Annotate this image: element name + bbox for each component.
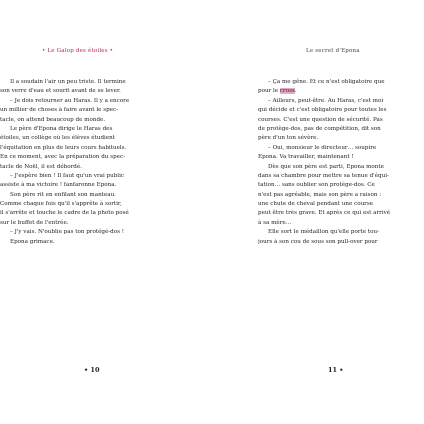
text-line: son verre d'eau et sourit avant de se lever. [0,88,121,95]
text-line: tacle de Noël, il est débordé. [0,163,82,170]
text-line: – Oui, monsieur le directeur… soupire [268,144,377,151]
running-head-right: Le secret d'Epona [306,48,360,54]
text-line: assiste à ma victoire ! fanfaronne Epona. [0,182,117,189]
text-segment: pour le [258,88,280,95]
text-line: – Je dois retourner au Haras. Il y a encore [10,97,130,104]
text-line: – Ailleurs, peut-être. Au Haras, c'est moi [268,97,384,104]
text-line: courses. C'est une question de sécurité. Pas [258,116,383,123]
page-number-left: • 10 [84,366,100,374]
text-line: tacle, on attend beaucoup de monde. [0,116,106,123]
text-line: dans sa chambre pour mettre sa tenue d'équi- [258,172,389,179]
text-line: une chute de cheval pendant une course [258,201,374,208]
text-line: En ce moment, avec la préparation du spec- [0,154,126,161]
text-line [258,87,408,96]
text-line: tation… sans oublier son protège-dos. Ce [258,182,375,189]
right-page [234,0,424,424]
text-line: peut être très grave. Et après ce qui est arrivé [258,210,391,217]
text-line: Epona. Va travailler, maintenant ! [258,154,354,161]
text-line: Le père d'Epona dirige le Haras des [10,125,113,132]
text-line: à sa mère… [258,219,292,226]
text-line: – J'y vais. N'oublie pas ton protégé-dos ! [10,229,125,236]
text-line: n'est pas agréable, mais son père a raison : [258,191,382,198]
left-page [0,0,190,424]
left-body-text [0,78,150,247]
text-line: père d'un ton sévère. [258,135,319,142]
text-segment: . [294,88,297,95]
text-line: un millier de choses à faire avant le spec- [0,107,118,114]
text-line: de protège-dos, pas de compétition, dit son [258,125,381,132]
text-line: Epona grimace. [10,238,55,245]
text-line: Dès que son père est parti, Epona monte [268,163,384,170]
text-line: Elle sort le médaillon qu'elle porte tou- [268,229,379,236]
text-line: Comme chaque fois qu'il s'apprête à sortir, [0,201,122,208]
running-head-left: • Le Galop des étoiles • [42,48,114,54]
highlighted-word[interactable]: cross [279,88,295,95]
right-body-text [258,78,408,247]
text-line: qui décide et c'est obligatoire pour toutes les [258,107,387,114]
text-line: Son père rit en enfilant son manteau. [10,191,116,198]
text-line: – Ça me gêne. Et ce n'est obligatoire que [268,79,385,85]
text-line: – J'espère bien ! Il faut qu'un vrai public [10,172,125,179]
text-line: sur le buffet de l'entrée. [0,219,69,226]
text-line: jours à son cou de sous son pull-over pour [258,238,378,245]
text-line: il s'arrête et touche le cadre de la photo posé [0,210,129,217]
text-line: étoiles, un collège où les élèves étudient [0,135,115,142]
text-line: l'équitation en plus de leurs cours habituels. [0,144,127,151]
page-number-right: 11 • [328,366,344,374]
text-line: Il a soudain l'air un peu triste. Il termine [10,79,126,85]
